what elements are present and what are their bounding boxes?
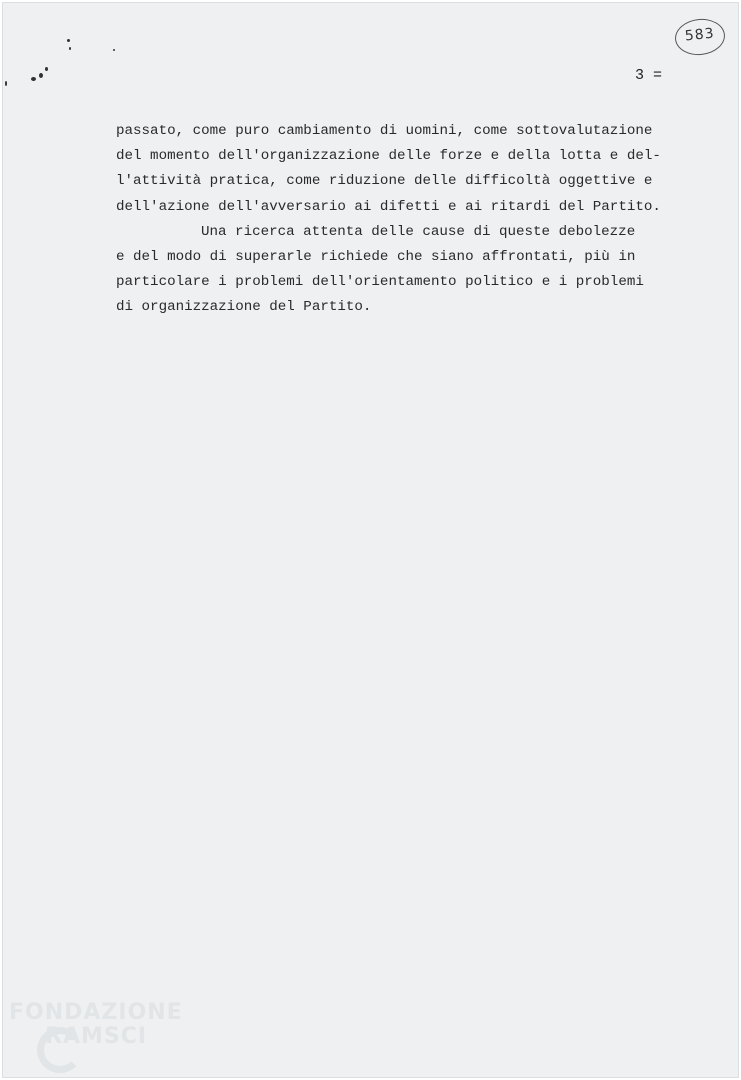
text-line: l'attività pratica, come riduzione delle difficoltà oggettive e bbox=[116, 173, 653, 190]
document-page bbox=[2, 2, 739, 1078]
text-line: del momento dell'organizzazione delle forze e della lotta e del- bbox=[116, 148, 661, 165]
text-line: particolare i problemi dell'orientamento politico e i problemi bbox=[116, 274, 644, 291]
fondazione-gramsci-watermark bbox=[9, 1001, 183, 1049]
archive-number: 583 bbox=[684, 25, 716, 45]
page-number: 3 = bbox=[635, 67, 663, 84]
text-line: di organizzazione del Partito. bbox=[116, 299, 372, 316]
watermark-line1: FONDAZIONE bbox=[9, 1000, 183, 1025]
typed-text bbox=[116, 119, 706, 321]
text-line: passato, come puro cambiamento di uomini, come sottovalutazione bbox=[116, 123, 653, 139]
watermark-g-logo-icon bbox=[37, 1027, 83, 1073]
watermark-line2: RAMSCI bbox=[45, 1024, 148, 1049]
text-line: Una ricerca attenta delle cause di queste debolezze bbox=[201, 223, 636, 240]
text-line: dell'azione dell'avversario ai difetti e ai ritardi del Partito. bbox=[116, 198, 661, 215]
archive-number-stamp bbox=[673, 16, 726, 57]
text-line: e del modo di superarle richiede che siano affrontati, più in bbox=[116, 249, 636, 266]
